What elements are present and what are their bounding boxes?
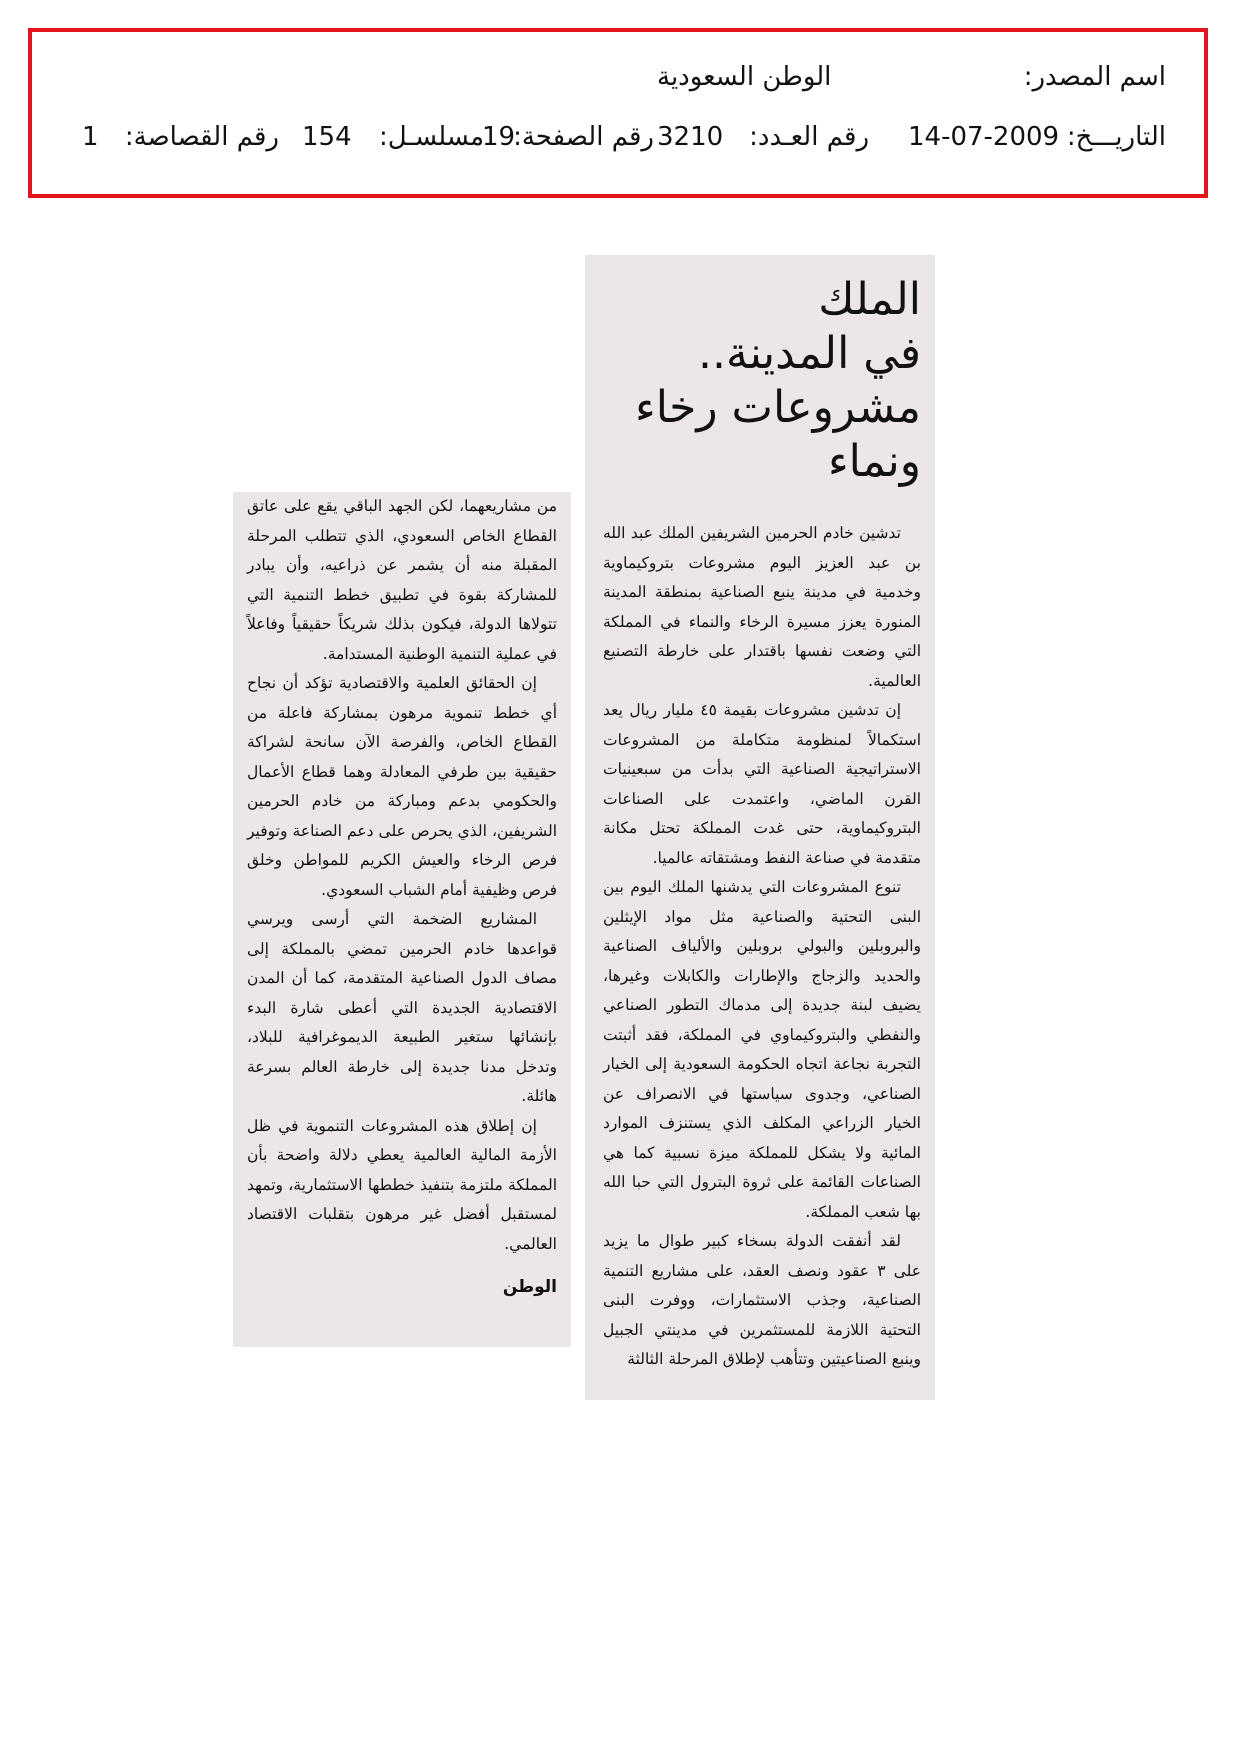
paragraph-left-3: المشاريع الضخمة التي أرسى ويرسي قواعدها خادم الحرمين تمضي بالمملكة إلى مصاف الدول الصناعية المتقدمة، كما أن المدن الاقتصادية الجديدة التي أعطى شارة البدء بإنشائها ستغير الطبيعة الديموغرافية للبلاد، وتدخل مدنا جديدة إلى خارطة العالم بسرعة هائلة. xyxy=(247,910,557,1105)
headline xyxy=(603,273,921,489)
paragraph-left-2: إن الحقائق العلمية والاقتصادية تؤكد أن نجاح أي خطط تنموية مرهون بمشاركة فاعلة من القطاع الخاص، والفرصة الآن سانحة لشراكة حقيقية بين طرفي المعادلة وهما قطاع الأعمال والحكومي بدعم ومباركة من خادم الحرمين الشريفين، الذي يحرص على دعم الصناعة وتوفير فرص الرخاء والعيش الكريم للمواطن وخلق فرص وظيفية أمام الشباب السعودي. xyxy=(247,674,557,899)
paragraph-right-2: إن تدشين مشروعات بقيمة ٤٥ مليار ريال يعد استكمالاً لمنظومة متكاملة من المشروعات الاستراتيجية الصناعية التي بدأت من سبعينيات القرن الماضي، واعتمدت على الصناعات البتروكيماوية، حتى غدت المملكة تحتل مكانة متقدمة في صناعة النفط ومشتقاته عالميا. xyxy=(603,701,921,867)
serial-label: مسلسـل: xyxy=(379,122,484,152)
paragraph-left-1: من مشاريعهما، لكن الجهد الباقي يقع على عاتق القطاع الخاص السعودي، الذي تتطلب المرحلة المقبلة منه أن يشمر عن ذراعيه، وأن يبادر للمشاركة بقوة في تطبيق خطط التنمية التي تتولاها الدولة، فيكون بذلك شريكاً حقيقياً وفاعلاً في عملية التنمية الوطنية المستدامة. xyxy=(247,497,557,663)
headline-line-1: الملك xyxy=(818,274,921,325)
issue-value: 3210 xyxy=(657,122,724,152)
paragraph-right-1: تدشين خادم الحرمين الشريفين الملك عبد الله بن عبد العزيز اليوم مشروعات بتروكيماوية وخدمية في مدينة ينبع الصناعية بمنطقة المدينة المنورة يعزز مسيرة الرخاء والنماء في المملكة التي وضعت نفسها باقتدار على خارطة التصنيع العالمية. xyxy=(603,524,921,690)
clipping-header-box xyxy=(28,28,1208,198)
source-label: اسم المصدر: xyxy=(1023,62,1166,92)
page-label: رقم الصفحة: xyxy=(513,122,654,152)
issue-label: رقم العـدد: xyxy=(749,122,869,152)
headline-line-2: في المدينة.. xyxy=(698,328,921,379)
paragraph-right-3: تنوع المشروعات التي يدشنها الملك اليوم بين البنى التحتية والصناعية مثل مواد الإيثلين والبروبلين والبولي بروبلين والألياف الصناعية والحديد والزجاج والإطارات والكابلات وغيرها، يضيف لبنة جديدة إلى مدماك التطور الصناعي والنفطي والبتروكيماوي في المملكة، فقد أثبتت التجربة نجاعة اتجاه الحكومة السعودية إلى الخيار الصناعي، وجدوى سياستها في الانصراف عن الخيار الزراعي المكلف الذي يستنزف الموارد المائية ولا يشكل للمملكة ميزة نسبية كما هي الصناعات القائمة على ثروة البترول التي حبا الله بها شعب المملكة. xyxy=(603,878,921,1221)
date-label: التاريـــخ: xyxy=(1066,122,1166,152)
date-value: 14-07-2009 xyxy=(908,122,1060,152)
clip-value: 1 xyxy=(82,122,99,152)
source-value: الوطن السعودية xyxy=(657,62,832,92)
clip-label: رقم القصاصة: xyxy=(124,122,279,152)
article-signature: الوطن xyxy=(502,1277,557,1297)
article-column-left xyxy=(233,492,571,1347)
article-column-right xyxy=(585,255,935,1400)
serial-value: 154 xyxy=(302,122,352,152)
headline-line-4: ونماء xyxy=(827,436,921,487)
paragraph-left-4: إن إطلاق هذه المشروعات التنموية في ظل الأزمة المالية العالمية يعطي دلالة واضحة بأن المملكة ملتزمة بتنفيذ خططها الاستثمارية، وتمهد لمستقبل أفضل غير مرهون بتقلبات الاقتصاد العالمي. xyxy=(247,1116,557,1253)
page-value: 19 xyxy=(482,122,516,152)
headline-line-3: مشروعات رخاء xyxy=(635,382,921,433)
paragraph-right-4: لقد أنفقت الدولة بسخاء كبير طوال ما يزيد على ٣ عقود ونصف العقد، على مشاريع التنمية الصناعية، وجذب الاستثمارات، ووفرت البنى التحتية اللازمة للمستثمرين في مدينتي الجبيل وينبع الصناعيتين وتتأهب لإطلاق المرحلة الثالثة xyxy=(603,1232,921,1368)
